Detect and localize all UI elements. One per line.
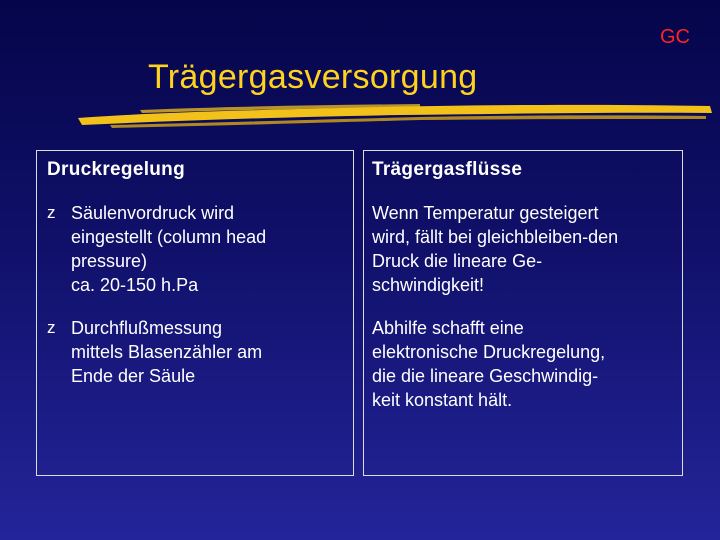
paragraph-line: schwindigkeit! xyxy=(372,275,485,295)
bullet-line: pressure) xyxy=(71,251,148,271)
paragraph xyxy=(372,201,672,297)
z-bullet-icon: z xyxy=(47,203,56,222)
paragraph-line: die die lineare Geschwindig- xyxy=(372,366,599,386)
right-panel xyxy=(363,150,683,476)
bullet-line: Säulenvordruck wird xyxy=(71,203,235,223)
list-item xyxy=(47,201,343,297)
paragraph-line: elektronische Druckregelung, xyxy=(372,342,606,362)
paragraph-line: Druck die lineare Ge- xyxy=(372,251,543,271)
paragraph-line: Wenn Temperatur gesteigert xyxy=(372,203,599,223)
bullet-line: Ende der Säule xyxy=(71,366,196,386)
bullet-line: mittels Blasenzähler am xyxy=(71,342,263,362)
right-panel-heading: Trägergasflüsse xyxy=(372,159,523,180)
paragraph-line: wird, fällt bei gleichbleiben-den xyxy=(372,227,619,247)
bullet-line: Durchflußmessung xyxy=(71,318,223,338)
paragraph-line: keit konstant hält. xyxy=(372,390,513,410)
paragraph-line: Abhilfe schafft eine xyxy=(372,318,524,338)
left-panel xyxy=(36,150,354,476)
slide-title: Trägergasversorgung xyxy=(148,58,478,96)
bullet-line: ca. 20-150 h.Pa xyxy=(71,275,199,295)
corner-label: GC xyxy=(660,26,690,48)
bullet-line: eingestellt (column head xyxy=(71,227,267,247)
z-bullet-icon: z xyxy=(47,318,56,337)
left-panel-heading: Druckregelung xyxy=(47,159,185,180)
title-underline-brush xyxy=(0,98,720,132)
paragraph xyxy=(372,316,672,412)
list-item xyxy=(47,316,343,388)
